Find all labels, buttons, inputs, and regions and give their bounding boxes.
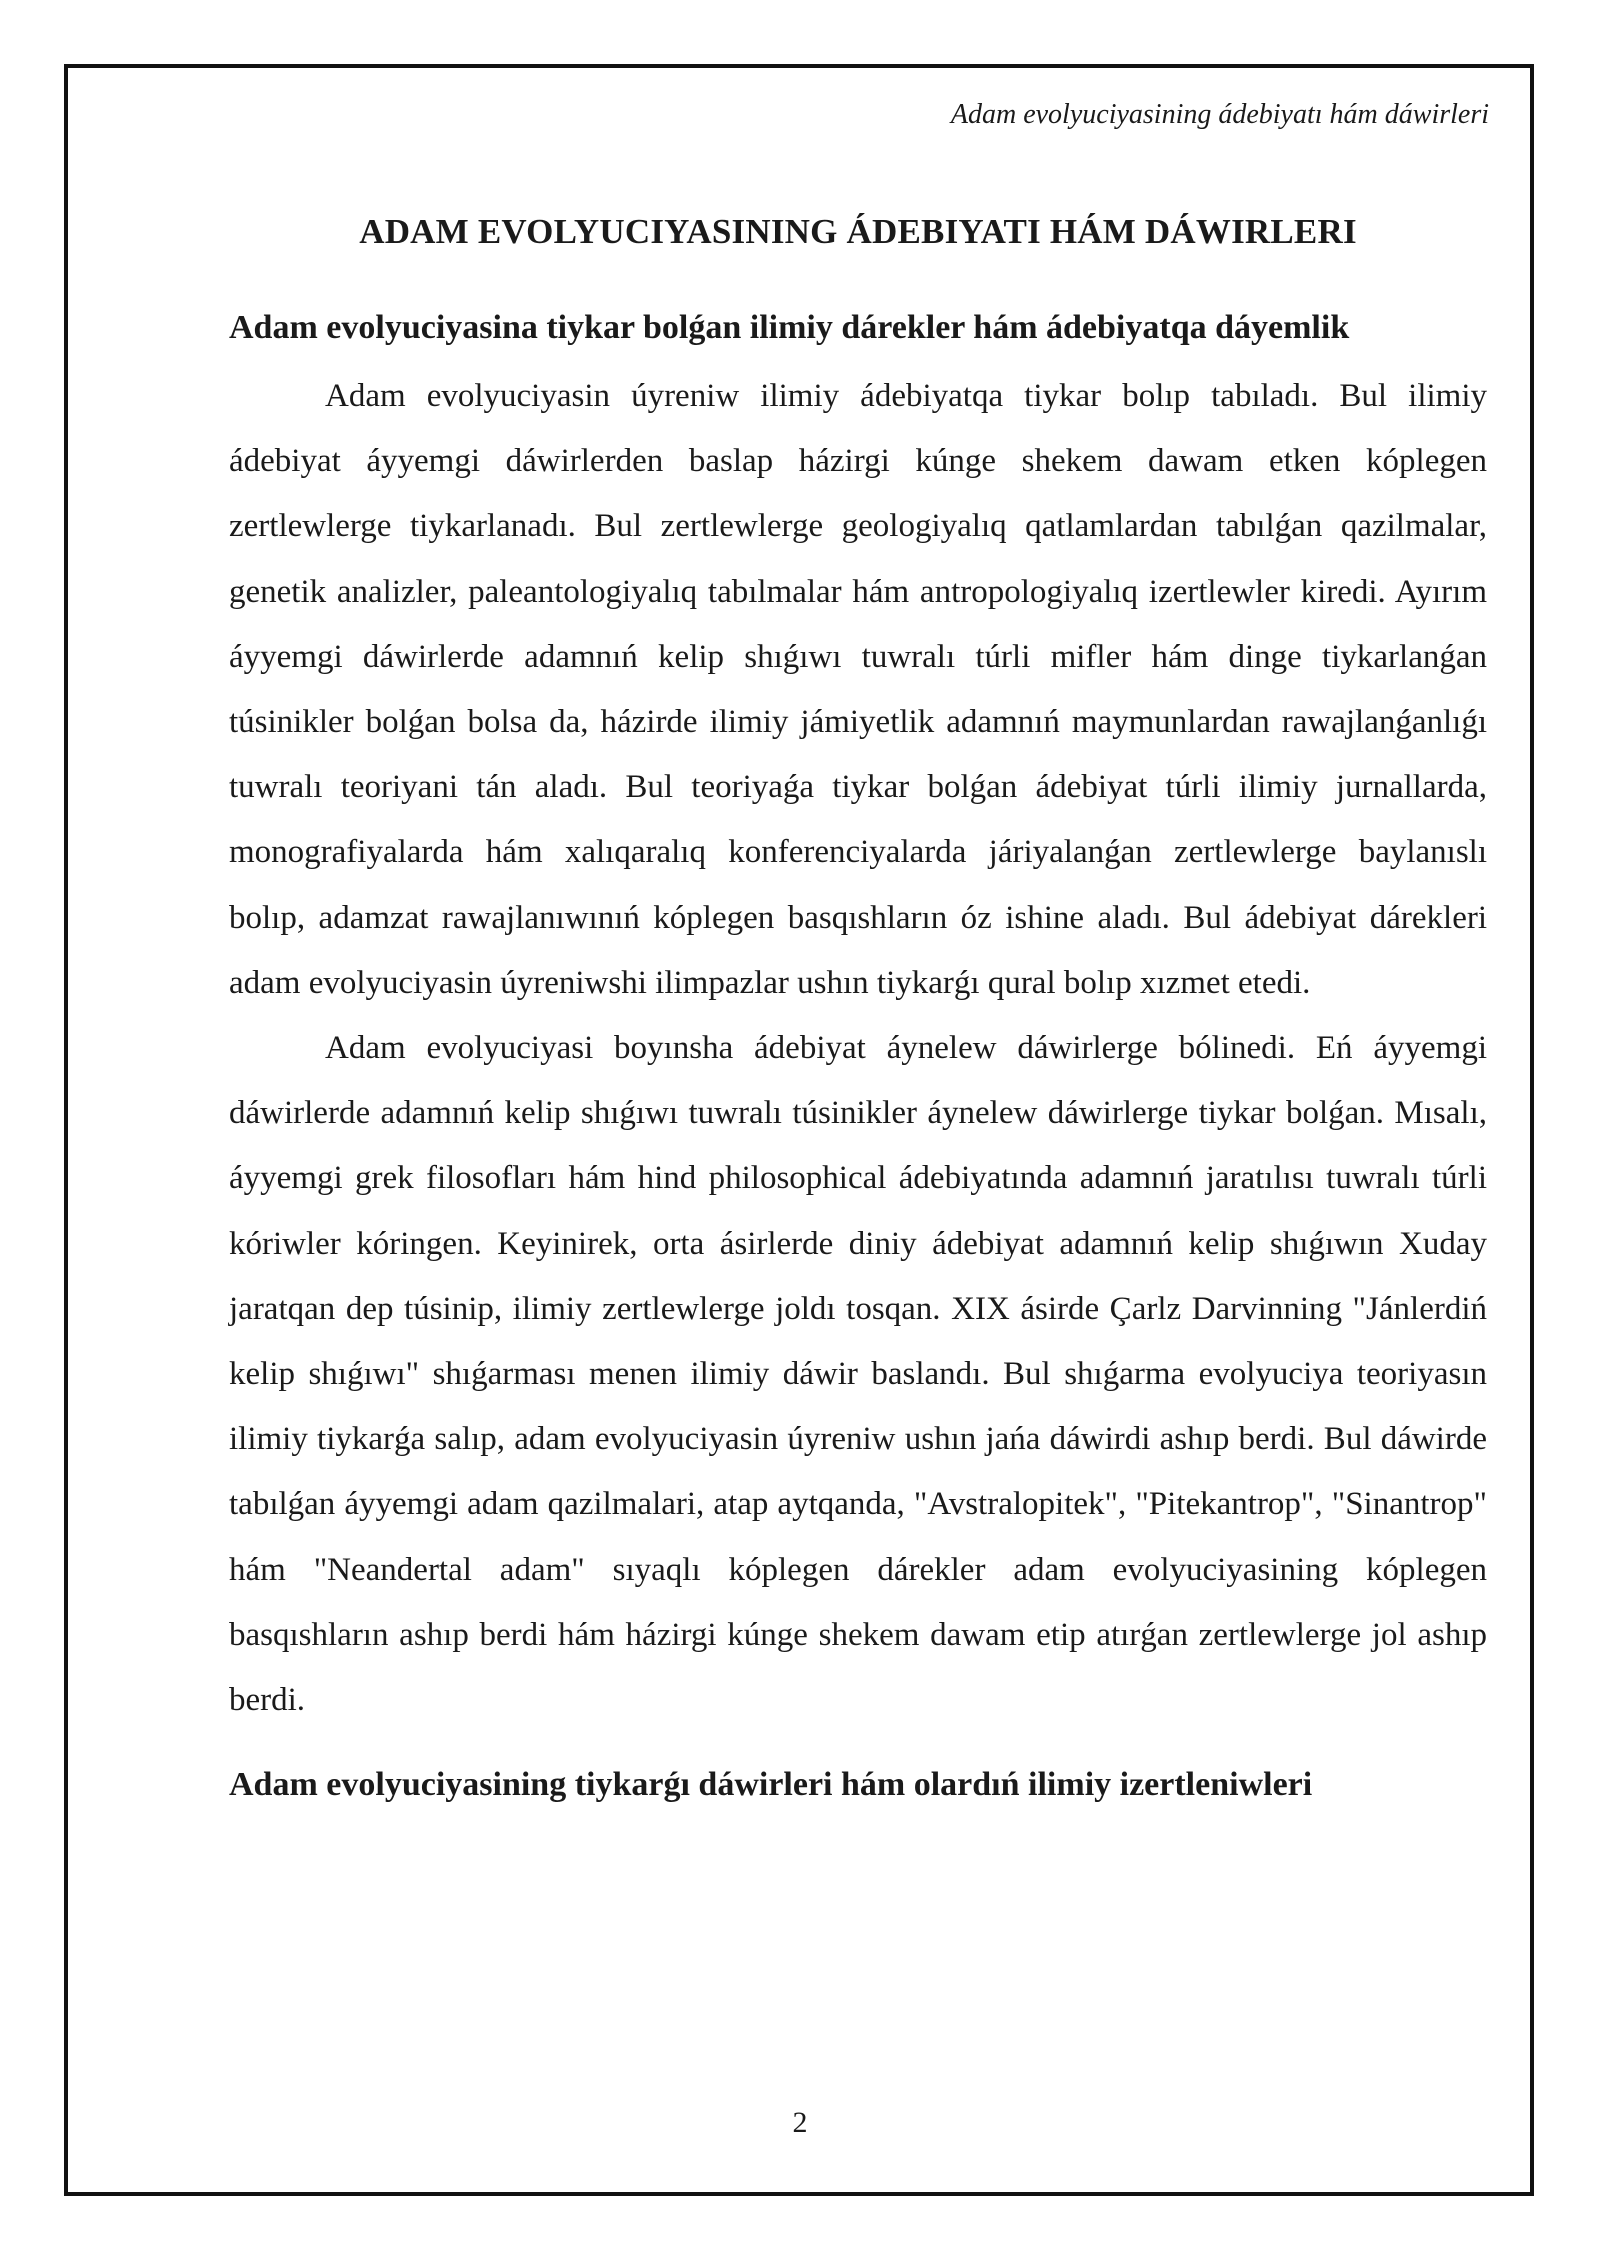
body-paragraph-1: Adam evolyuciyasin úyreniw ilimiy ádebiyatqa tiykar bolıp tabıladı. Bul ilimiy ádebiyat áyyemgi dáwirlerden baslap házirgi kúnge shekem dawam etken kóplegen zertlewlerge tiykarlanadı. Bul zertlewlerge geologiyalıq qatlamlardan tabılǵan qazilmalar, genetik analizler, paleantologiyalıq tabılmalar hám antropologiyalıq izertlewler kiredi. Ayırım áyyemgi dáwirlerde adamnıń kelip shıǵıwı tuwralı túrli mifler hám dinge tiykarlanǵan túsinikler bolǵan bolsa da, házirde ilimiy jámiyetlik adamnıń maymunlardan rawajlanǵanlıǵı tuwralı teoriyani tán aladı. Bul teoriyaǵa tiykar bolǵan ádebiyat túrli ilimiy jurnallarda, monografiyalarda hám xalıqaralıq konferenciyalarda járiyalanǵan zertlewlerge baylanıslı bolıp, adamzat rawajlanıwınıń kóplegen basqıshların óz ishine aladı. Bul ádebiyat dárekleri adam evolyuciyasin úyreniwshi ilimpazlar ushın tiykarǵı qural bolıp xızmet etedi. [229, 378, 1487, 1001]
page-content [229, 210, 1487, 1821]
page-number: 2 [792, 2106, 808, 2139]
section-heading-sources: Adam evolyuciyasina tiykar bolǵan ilimiy dárekler hám ádebiyatqa dáyemlik [229, 309, 1350, 346]
section-heading-periods: Adam evolyuciyasining tiykarǵı dáwirleri hám olardıń ilimiy izertleniwleri [229, 1766, 1313, 1804]
body-paragraph-2: Adam evolyuciyasi boyınsha ádebiyat áynelew dáwirlerge bólinedi. Eń áyyemgi dáwirlerde adamnıń kelip shıǵıwı tuwralı túsinikler áynelew dáwirlerge tiykar bolǵan. Mısalı, áyyemgi grek filosofları hám hind philosophical ádebiyatında adamnıń jaratılısı tuwralı túrli kóriwler kóringen. Keyinirek, orta ásirlerde diniy ádebiyat adamnıń kelip shıǵıwın Xuday jaratqan dep túsinip, ilimiy zertlewlerge joldı tosqan. XIX ásirde Çarlz Darvinning "Jánlerdiń kelip shıǵıwı" shıǵarması menen ilimiy dáwir baslandı. Bul shıǵarma evolyuciya teoriyasın ilimiy tiykarǵa salıp, adam evolyuciyasin úyreniw ushın jańa dáwirdi ashıp berdi. Bul dáwirde tabılǵan áyyemgi adam qazilmalari, atap aytqanda, "Avstralopitek", "Pitekantrop", "Sinantrop" hám "Neandertal adam" sıyaqlı kóplegen dárekler adam evolyuciyasining kóplegen basqıshların ashıp berdi hám házirgi kúnge shekem dawam etip atırǵan zertlewlerge jol ashıp berdi. [229, 1030, 1487, 1719]
document-title: ADAM EVOLYUCIYASINING ÁDEBIYATI HÁM DÁWIRLERI [359, 212, 1357, 251]
running-header: Adam evolyuciyasining ádebiyatı hám dáwirleri [950, 99, 1489, 130]
